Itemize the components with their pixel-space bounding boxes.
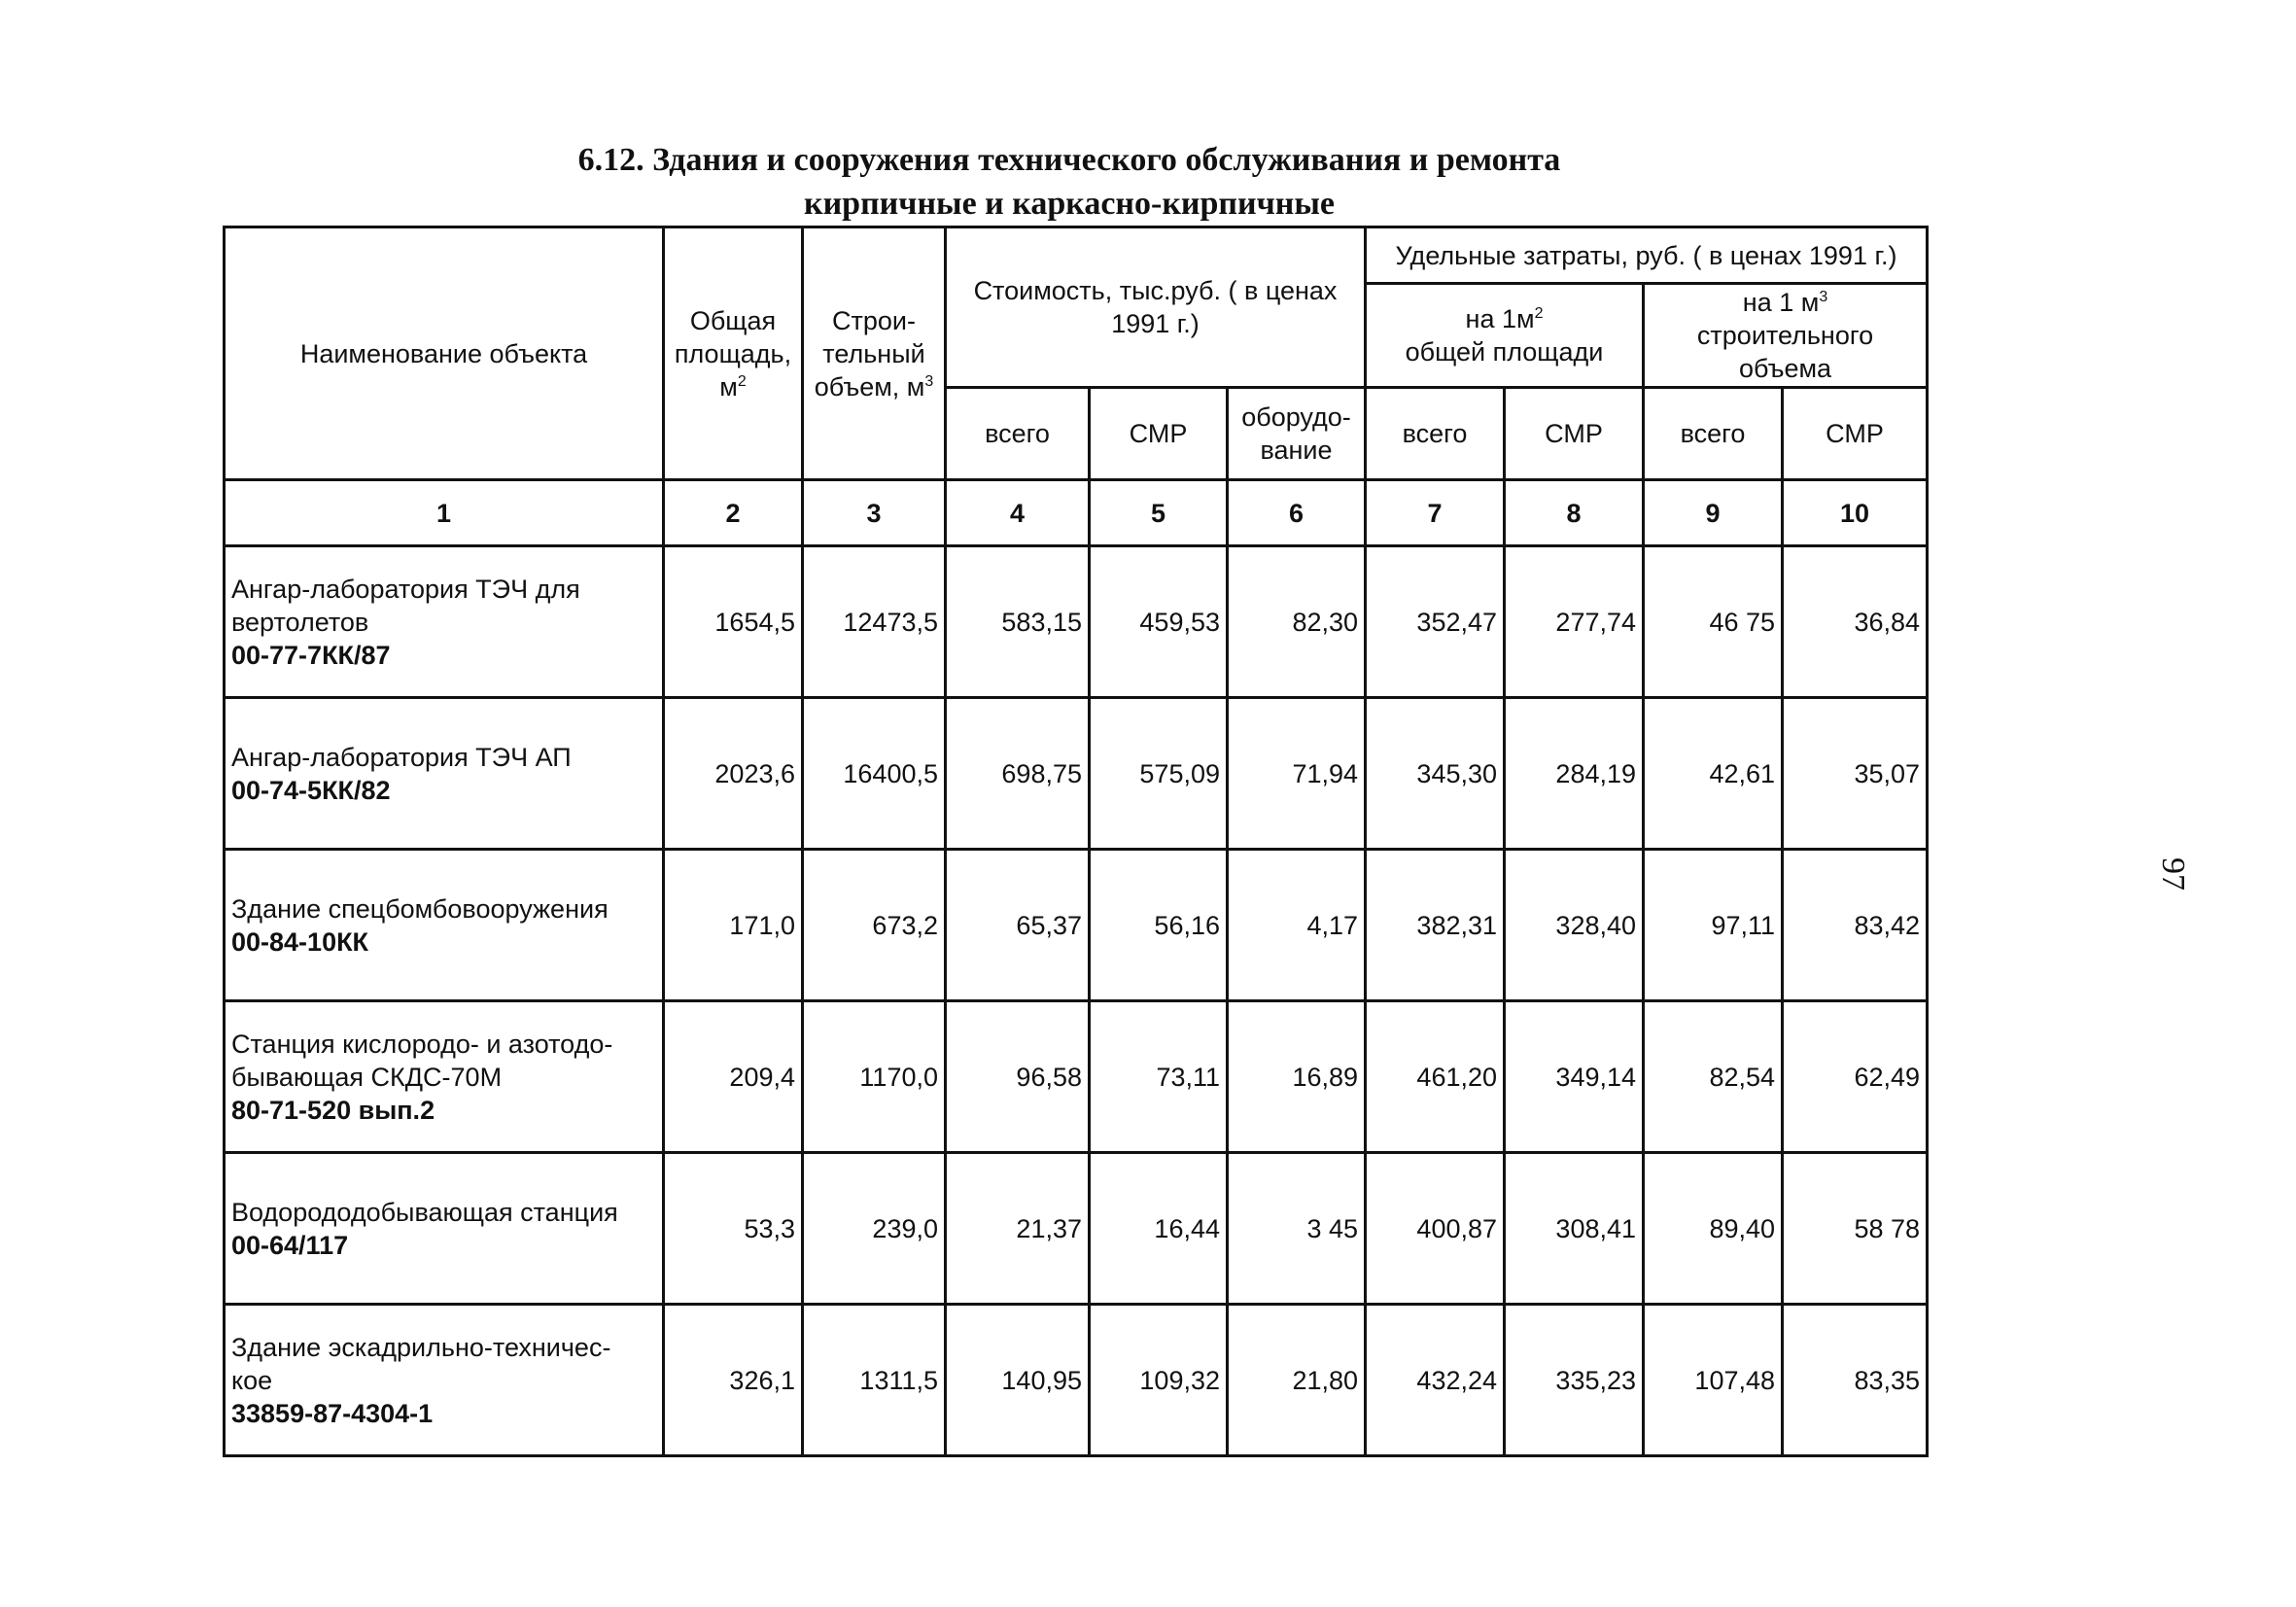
header-area-smr: СМР [1505,388,1644,480]
header-specific-group: Удельные затраты, руб. ( в ценах 1991 г.) [1366,227,1928,284]
value-cost-total: 583,15 [946,546,1090,698]
table-row [225,1001,1928,1153]
object-name-cont: вертолетов [231,607,369,637]
column-number: 3 [803,480,946,546]
value-area-total: 400,87 [1366,1153,1505,1305]
header-per-volume [1644,284,1928,388]
object-code: 00-74-5КК/82 [231,775,391,805]
object-name: Станция кислородо- и азотодо- [231,1029,613,1059]
header-per-area-a: на 1м [1465,304,1535,333]
column-number: 6 [1228,480,1366,546]
value-area: 171,0 [664,850,803,1001]
value-area: 326,1 [664,1305,803,1456]
value-volume-smr: 58 78 [1783,1153,1928,1305]
object-name-cell [225,850,664,1001]
header-volume-sup: 3 [924,372,934,390]
value-cost-smr: 73,11 [1090,1001,1228,1153]
header-area [664,227,803,480]
column-number: 9 [1644,480,1783,546]
object-name: Здание спецбомбовооружения [231,893,609,924]
header-volume-label: Строи-тельный объем, м [814,305,925,402]
object-name: Ангар-лаборатория ТЭЧ АП [231,742,572,772]
header-per-area [1366,284,1644,388]
column-number: 7 [1366,480,1505,546]
table-row [225,1153,1928,1305]
column-number: 4 [946,480,1090,546]
value-area-smr: 335,23 [1505,1305,1644,1456]
value-area: 2023,6 [664,698,803,850]
column-number: 5 [1090,480,1228,546]
header-volume-smr: СМР [1783,388,1928,480]
object-code: 33859-87-4304-1 [231,1398,434,1428]
value-cost-total: 96,58 [946,1001,1090,1153]
value-area: 209,4 [664,1001,803,1153]
value-volume-smr: 35,07 [1783,698,1928,850]
value-volume-smr: 62,49 [1783,1001,1928,1153]
object-name: Водорододобывающая станция [231,1197,618,1227]
header-area-total: всего [1366,388,1505,480]
table-row [225,698,1928,850]
value-volume-total: 82,54 [1644,1001,1783,1153]
cost-table [223,226,1929,1457]
value-volume-smr: 83,35 [1783,1305,1928,1456]
header-volume [803,227,946,480]
value-volume-total: 46 75 [1644,546,1783,698]
value-area-total: 432,24 [1366,1305,1505,1456]
column-number: 10 [1783,480,1928,546]
value-area-smr: 308,41 [1505,1153,1644,1305]
value-cost-total: 21,37 [946,1153,1090,1305]
value-area-smr: 284,19 [1505,698,1644,850]
column-number: 1 [225,480,664,546]
value-volume: 12473,5 [803,546,946,698]
value-cost-equipment: 82,30 [1228,546,1366,698]
value-area-smr: 277,74 [1505,546,1644,698]
table-row [225,850,1928,1001]
object-name-cell [225,698,664,850]
header-cost-total: всего [946,388,1090,480]
header-volume-total: всего [1644,388,1783,480]
header-per-volume-b: строительного объема [1696,321,1874,383]
value-cost-total: 698,75 [946,698,1090,850]
value-cost-smr: 56,16 [1090,850,1228,1001]
column-number: 8 [1505,480,1644,546]
value-cost-equipment: 16,89 [1228,1001,1366,1153]
header-per-volume-a: на 1 м [1742,288,1820,317]
value-area-total: 345,30 [1366,698,1505,850]
header-cost-smr: СМР [1090,388,1228,480]
object-name-cell [225,546,664,698]
table-row [225,546,1928,698]
object-name: Здание эскадрильно-техничес- [231,1332,611,1362]
value-volume-smr: 83,42 [1783,850,1928,1001]
value-cost-smr: 459,53 [1090,546,1228,698]
value-cost-total: 65,37 [946,850,1090,1001]
object-name-cell [225,1305,664,1456]
value-cost-equipment: 4,17 [1228,850,1366,1001]
object-name-cont: кое [231,1365,273,1395]
value-area-smr: 349,14 [1505,1001,1644,1153]
value-volume-total: 107,48 [1644,1305,1783,1456]
value-cost-equipment: 3 45 [1228,1153,1366,1305]
value-cost-equipment: 21,80 [1228,1305,1366,1456]
object-code: 00-77-7КК/87 [231,640,391,670]
header-area-label: Общая площадь, м [674,305,792,402]
object-code: 00-84-10КК [231,926,369,957]
object-name-cont: бывающая СКДС-70М [231,1062,503,1092]
value-cost-total: 140,95 [946,1305,1090,1456]
value-cost-equipment: 71,94 [1228,698,1366,850]
value-area: 53,3 [664,1153,803,1305]
value-volume-total: 42,61 [1644,698,1783,850]
object-code: 80-71-520 вып.2 [231,1095,435,1125]
value-volume: 673,2 [803,850,946,1001]
object-name: Ангар-лаборатория ТЭЧ для [231,574,580,604]
document-title: 6.12. Здания и сооружения технического обслуживания и ремонта [577,142,1561,178]
header-cost-group: Стоимость, тыс.руб. ( в ценах 1991 г.) [946,227,1366,388]
page-number: 97 [2155,857,2191,891]
object-code: 00-64/117 [231,1230,349,1260]
value-area: 1654,5 [664,546,803,698]
header-per-area-sup: 2 [1534,305,1544,322]
header-name: Наименование объекта [225,227,664,480]
value-cost-smr: 16,44 [1090,1153,1228,1305]
value-volume: 239,0 [803,1153,946,1305]
value-volume: 16400,5 [803,698,946,850]
value-area-total: 461,20 [1366,1001,1505,1153]
column-number: 2 [664,480,803,546]
column-number-row [225,480,1928,546]
value-volume: 1311,5 [803,1305,946,1456]
value-area-total: 352,47 [1366,546,1505,698]
header-area-sup: 2 [737,372,747,390]
value-volume-smr: 36,84 [1783,546,1928,698]
value-cost-smr: 575,09 [1090,698,1228,850]
value-area-total: 382,31 [1366,850,1505,1001]
table-row [225,1305,1928,1456]
value-volume: 1170,0 [803,1001,946,1153]
value-cost-smr: 109,32 [1090,1305,1228,1456]
document-subtitle: кирпичные и каркасно-кирпичные [804,186,1335,222]
value-volume-total: 89,40 [1644,1153,1783,1305]
object-name-cell [225,1153,664,1305]
value-volume-total: 97,11 [1644,850,1783,1001]
header-per-area-b: общей площади [1405,337,1604,367]
header-cost-equipment: оборудо-вание [1228,388,1366,480]
object-name-cell [225,1001,664,1153]
header-per-volume-sup: 3 [1819,289,1828,305]
value-area-smr: 328,40 [1505,850,1644,1001]
